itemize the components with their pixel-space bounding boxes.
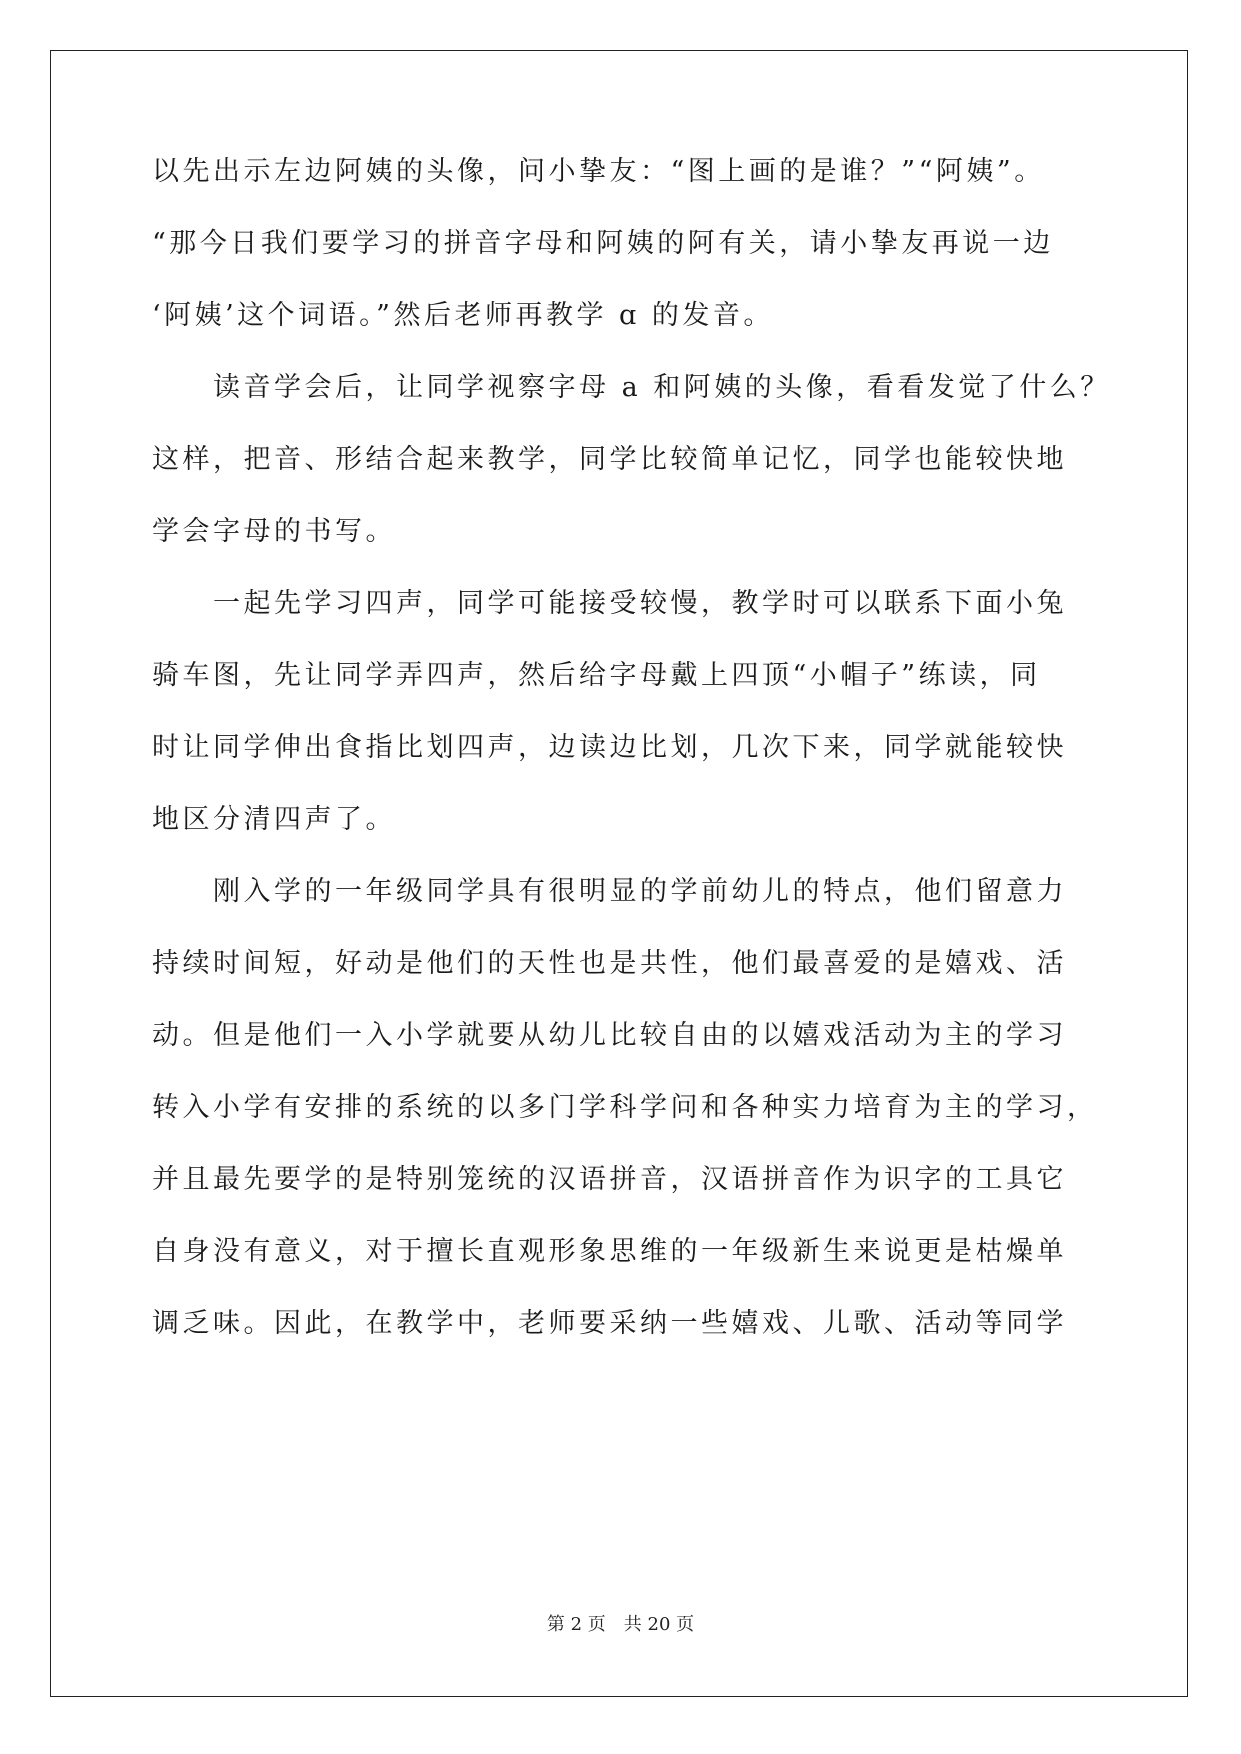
text-line: 并且最先要学的是特别笼统的汉语拼音，汉语拼音作为识字的工具它 (152, 1164, 1067, 1195)
text-line: 这样，把音、形结合起来教学，同学比较简单记忆，同学也能较快地 (152, 444, 1067, 475)
text-line: “那今日我们要学习的拼音字母和阿姨的阿有关，请小挚友再说一边 (152, 228, 1054, 259)
text-line: 学会字母的书写。 (152, 516, 396, 547)
text-line: 地区分清四声了。 (152, 804, 396, 835)
text-line: 调乏味。因此，在教学中，老师要采纳一些嬉戏、儿歌、活动等同学 (152, 1308, 1067, 1339)
text-line: 持续时间短，好动是他们的天性也是共性，他们最喜爱的是嬉戏、活 (152, 948, 1067, 979)
text-line: 读音学会后，让同学视察字母 a 和阿姨的头像，看看发觉了什么？ (152, 372, 1111, 403)
text-line: 动。但是他们一入小学就要从幼儿比较自由的以嬉戏活动为主的学习 (152, 1020, 1067, 1051)
page-number-footer: 第 2 页 共 20 页 (546, 1614, 695, 1635)
text-line: 刚入学的一年级同学具有很明显的学前幼儿的特点，他们留意力 (152, 876, 1067, 907)
text-line: ‘阿姨’这个词语。”然后老师再教学 ɑ 的发音。 (152, 300, 774, 331)
text-line: 骑车图，先让同学弄四声，然后给字母戴上四顶“小帽子”练读，同 (152, 660, 1041, 691)
text-line: 转入小学有安排的系统的以多门学科学问和各种实力培育为主的学习， (152, 1092, 1098, 1123)
text-line: 自身没有意义，对于擅长直观形象思维的一年级新生来说更是枯燥单 (152, 1236, 1067, 1267)
text-line: 以先出示左边阿姨的头像，问小挚友：“图上画的是谁？”“阿姨”。 (152, 156, 1045, 187)
text-line: 时让同学伸出食指比划四声，边读边比划，几次下来，同学就能较快 (152, 732, 1067, 763)
text-line: 一起先学习四声，同学可能接受较慢，教学时可以联系下面小兔 (152, 588, 1067, 619)
